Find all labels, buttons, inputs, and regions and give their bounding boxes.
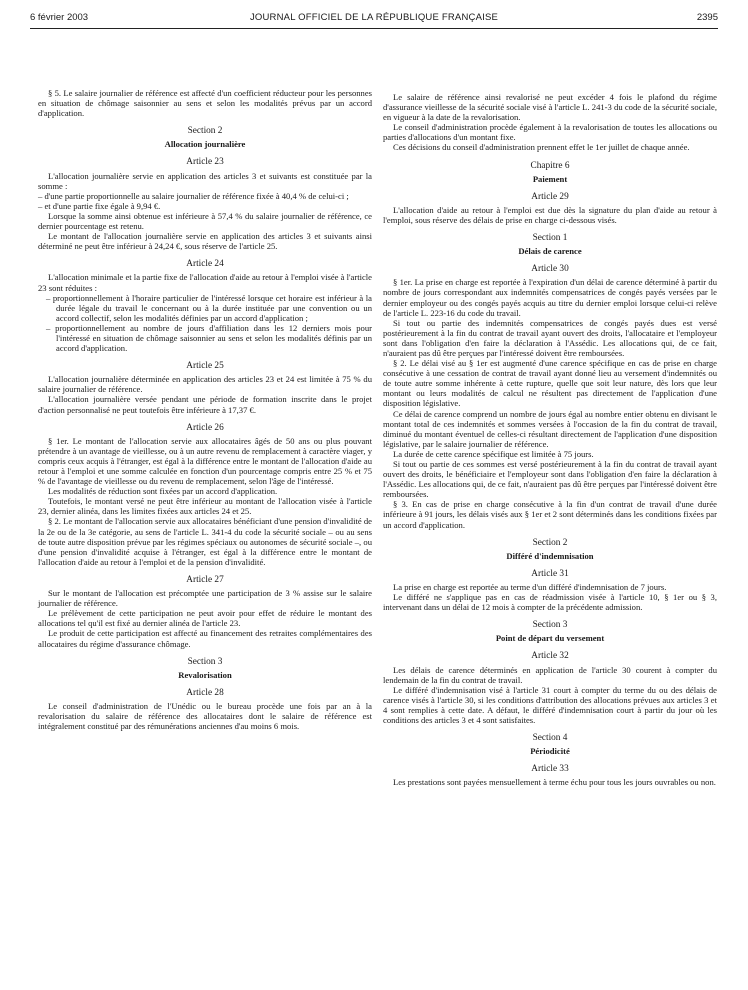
right-column	[383, 92, 717, 787]
article-heading: Article 27	[186, 574, 224, 585]
section-subtitle: Revalorisation	[178, 669, 232, 680]
section-heading: Section 2	[187, 126, 223, 137]
paragraph: Le différé ne s'applique pas en cas de réadmission visée à l'article 10, § 1er ou § 3, intervenant dans un délai de 12 mois à compter de la précédente admission.	[383, 592, 717, 613]
list-item: – proportionnellement à l'horaire particulier de l'intéressé lorsque cet horaire est inférieur à la durée légale du travail le concernant ou à la durée instituée par une convention ou un accord collectif, selon les modalités définies par un accord d'application ;	[46, 292, 372, 323]
paragraph: Le produit de cette participation est affecté au financement des retraites complémentaires des allocataires du régime d'assurance chômage.	[38, 628, 372, 649]
paragraph: § 1er. La prise en charge est reportée à l'expiration d'un délai de carence déterminé à partir du nombre de jours correspondant aux indemnités compensatrices de congés payés versées par le dernier employeur ou des congés payés acquis au titre du dernier emploi lorsque celui-ci relève de l'article L. 223-16 du code du travail.	[383, 277, 717, 318]
article-heading: Article 25	[186, 361, 224, 372]
article-heading: Article 31	[531, 568, 569, 579]
paragraph: L'allocation journalière déterminée en application des articles 23 et 24 est limitée à 75 % du salaire journalier de référence.	[38, 374, 372, 395]
paragraph: Le conseil d'administration de l'Unédic ou le bureau procède une fois par an à la revalorisation du salaire de référence des allocataires dont le salaire de référence est intégralement constitué par des rémunérations anciennes d'au moins 6 mois.	[38, 700, 372, 732]
paragraph: L'allocation journalière versée pendant une période de formation inscrite dans le projet d'action personnalisé ne peut toutefois être inférieure à 17,37 €.	[38, 394, 372, 415]
paragraph: Le montant de l'allocation journalière servie en application des articles 3 et suivants ainsi déterminé ne peut être inférieur à 24,24 €, sous réserve de l'article 25.	[38, 231, 372, 252]
section-subtitle: Différé d'indemnisation	[506, 550, 594, 561]
article-heading: Article 29	[531, 191, 569, 202]
paragraph: La durée de cette carence spécifique est limitée à 75 jours.	[393, 448, 594, 459]
section-subtitle: Point de départ du versement	[495, 633, 605, 644]
page-header	[30, 10, 718, 26]
paragraph: Ce délai de carence comprend un nombre de jours égal au nombre entier obtenu en divisant le montant total de ces indemnités et sommes versées à l'occasion de la fin du contrat de travail, diminué du montant éventuel de celles-ci résultant directement de l'application d'une disposition législative, par le salaire journalier de référence.	[383, 408, 717, 449]
header-journal-title: JOURNAL OFFICIEL DE LA RÉPUBLIQUE FRANÇAISE	[249, 12, 499, 23]
paragraph: Le conseil d'administration procède également à la revalorisation de toutes les allocations ou parties d'allocations d'un montant fixe.	[383, 122, 717, 143]
header-rule	[30, 28, 718, 29]
article-heading: Article 28	[186, 687, 224, 698]
paragraph: Les modalités de réduction sont fixées par un accord d'application.	[48, 486, 278, 497]
section-heading: Section 3	[532, 620, 568, 631]
paragraph: Ces décisions du conseil d'administration prennent effet le 1er juillet de chaque année.	[393, 142, 690, 153]
paragraph: L'allocation d'aide au retour à l'emploi est due dès la signature du plan d'aide au retour à l'emploi, sous réserve des délais de prise en charge ci-dessous visés.	[383, 204, 717, 225]
section-heading: Section 2	[532, 537, 568, 548]
paragraph: § 3. En cas de prise en charge consécutive à la fin d'un contrat de travail d'une durée inférieure à 91 jours, les délais visés aux § 1er et 2 sont déterminés dans les conditions fixées par un accord d'application.	[383, 499, 717, 530]
paragraph: L'allocation journalière servie en application des articles 3 et suivants est constituée par la somme :	[38, 170, 372, 191]
section-subtitle: Périodicité	[530, 746, 570, 757]
paragraph: Toutefois, le montant versé ne peut être inférieur au montant de l'allocation visée à l'article 23, dernier alinéa, dans les limites fixées aux articles 24 et 25.	[38, 496, 372, 517]
paragraph: § 2. Le montant de l'allocation servie aux allocataires bénéficiant d'une pension d'invalidité de la 2e ou de la 3e catégorie, au sens de l'article L. 341-4 du code la sécurité sociale – ou au sens de toute autre disposition prévue par les régimes spéciaux ou autonomes de sécurité sociale –, ou d'une pension d'invalidité acquise à l'étranger, est égal à la différence entre le montant de l'allocation d'aide au retour à l'emploi et de la pension d'invalidité.	[38, 516, 372, 567]
paragraph: Si tout ou partie des indemnités compensatrices de congés payés dues est versé postérieurement à la fin du contrat de travail ayant ouvert des droits, l'allocataire et l'employeur sont dans l'obligation d'en faire la déclaration à l'Assédic. Les allocations qui, de ce fait, n'auraient pas dû être perçues par l'intéressé doivent être remboursées.	[383, 317, 717, 358]
article-heading: Article 32	[531, 651, 569, 662]
paragraph: Sur le montant de l'allocation est précomptée une participation de 3 % assise sur le salaire journalier de référence.	[38, 588, 372, 609]
section-subtitle: Délais de carence	[518, 246, 582, 257]
list-item: – d'une partie proportionnelle au salaire journalier de référence fixée à 40,4 % de celui-ci ;	[38, 190, 349, 201]
article-heading: Article 33	[531, 764, 569, 775]
paragraph: Le prélèvement de cette participation ne peut avoir pour effet de réduire le montant des allocations tel qu'il est fixé au dernier alinéa de l'article 23.	[38, 608, 372, 629]
paragraph: Les prestations sont payées mensuellement à terme échu pour tous les jours ouvrables ou non.	[393, 777, 716, 788]
left-column	[38, 88, 372, 731]
paragraph: Les délais de carence déterminés en application de l'article 30 courent à compter du lendemain de la fin du contrat de travail.	[383, 664, 717, 685]
paragraph: La prise en charge est reportée au terme d'un différé d'indemnisation de 7 jours.	[393, 581, 667, 592]
list-item: – et d'une partie fixe égale à 9,94 €.	[38, 200, 161, 211]
paragraph: § 5. Le salaire journalier de référence est affecté d'un coefficient réducteur pour les personnes en situation de chômage saisonnier au sens et selon les modalités prévus par un accord d'application.	[38, 88, 372, 119]
paragraph: Lorsque la somme ainsi obtenue est inférieure à 57,4 % du salaire journalier de référence, ce dernier pourcentage est retenu.	[38, 210, 372, 232]
paragraph: § 1er. Le montant de l'allocation servie aux allocataires âgés de 50 ans ou plus pouvant prétendre à un avantage de vieillesse, ou à un autre revenu de remplacement à caractère viager, y compris ceux acquis à l'étranger, est égal à la différence entre le montant de l'allocation d'aide au retour à l'emploi et une somme calculée en fonction d'un pourcentage compris entre 25 % et 75 % de l'avantage de vieillesse ou du revenu de remplacement, selon l'âge de l'intéressé.	[38, 435, 372, 487]
article-heading: Article 30	[531, 264, 569, 275]
header-date: 6 février 2003	[30, 12, 89, 23]
header-page-number: 2395	[696, 12, 718, 23]
paragraph: Si tout ou partie de ces sommes est versé postérieurement à la fin du contrat de travail ayant ouvert des droits, le bénéficiaire et l'employeur sont dans l'obligation d'en faire la déclaration à l'Assédic. Les allocations qui, de ce fait, n'auraient pas dû être perçues par l'intéressé doivent être remboursées.	[383, 459, 717, 500]
chapter-subtitle: Paiement	[532, 173, 568, 184]
article-heading: Article 23	[186, 157, 224, 168]
paragraph: L'allocation minimale et la partie fixe de l'allocation d'aide au retour à l'emploi visée à l'article 23 sont réduites :	[38, 272, 372, 293]
article-heading: Article 26	[186, 422, 224, 433]
paragraph: Le salaire de référence ainsi revalorisé ne peut excéder 4 fois le plafond du régime d'assurance vieillesse de la sécurité sociale visé à l'article L. 241-3 du code de la sécurité sociale, en vigueur à la date de la revalorisation.	[383, 92, 717, 123]
chapter-heading: Chapitre 6	[530, 160, 570, 171]
paragraph: Le différé d'indemnisation visé à l'article 31 court à compter du terme du ou des délais de carence visés à l'article 30, si les conditions d'attribution des allocations prévues aux articles 3 et 4 sont remplies à cette date. A défaut, le différé d'indemnisation court à partir du jour où les conditions des articles 3 et 4 sont satisfaites.	[383, 684, 717, 725]
section-heading: Section 3	[187, 656, 223, 667]
section-heading: Section 4	[532, 733, 568, 744]
article-heading: Article 24	[186, 259, 224, 270]
section-subtitle: Allocation journalière	[164, 139, 246, 150]
section-heading: Section 1	[532, 233, 568, 244]
list-item: – proportionnellement au nombre de jours d'affiliation dans les 12 derniers mois pour l'intéressé en situation de chômage saisonnier au sens et selon les modalités définis par un accord d'application.	[46, 322, 372, 354]
paragraph: § 2. Le délai visé au § 1er est augmenté d'une carence spécifique en cas de prise en charge consécutive à une cessation de contrat de travail ayant donné lieu au versement d'indemnités ou de toute autre somme inhérente à cette rupture, quelle que soit leur nature, dès lors que leur montant ou leurs modalités de calcul ne résultent pas directement de l'application d'une disposition législative.	[383, 358, 717, 409]
